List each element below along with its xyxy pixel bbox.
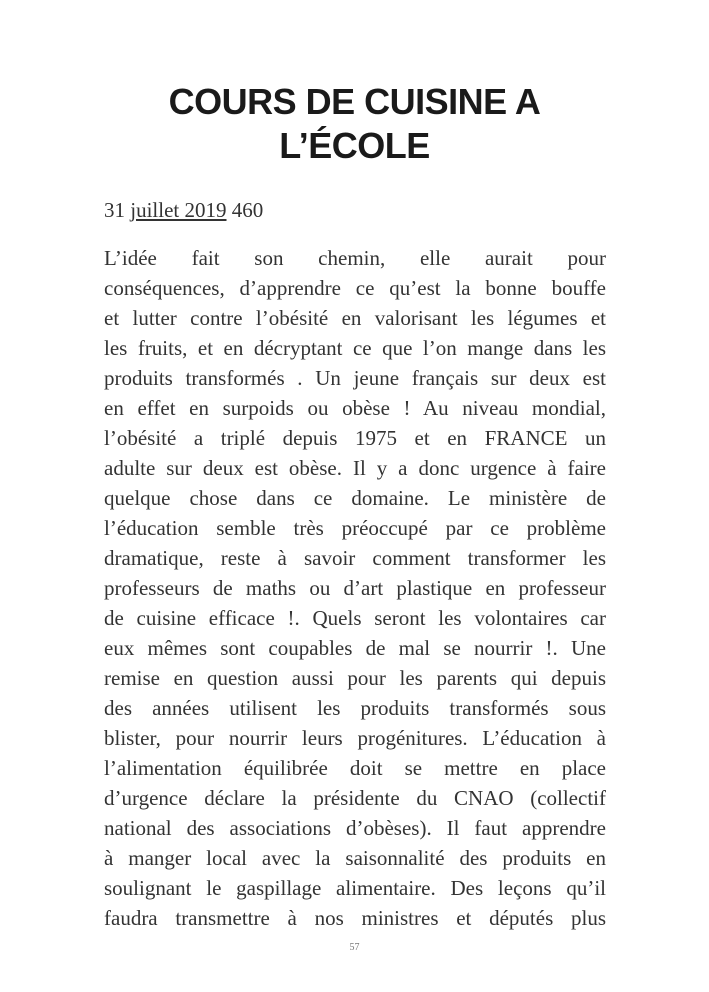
page-number: 57 bbox=[349, 942, 360, 953]
title-line: COURS DE CUISINE A bbox=[168, 81, 541, 122]
body-line: blister, pour nourrir leurs progénitures. L’éducation à bbox=[104, 726, 606, 750]
body-line: les fruits, et en décryptant ce que l’on mange dans les bbox=[104, 336, 606, 360]
date-day: 31 bbox=[104, 198, 125, 222]
title-line: L’ÉCOLE bbox=[279, 125, 430, 166]
page-title bbox=[0, 80, 709, 168]
date-link[interactable]: juillet 2019 bbox=[130, 198, 227, 222]
body-line: des années utilisent les produits transformés sous bbox=[104, 696, 606, 720]
body-line: national des associations d’obèses). Il faut apprendre bbox=[104, 816, 606, 840]
post-meta bbox=[104, 198, 263, 223]
body-line: produits transformés . Un jeune français sur deux est bbox=[104, 366, 606, 390]
body-line: soulignant le gaspillage alimentaire. Des leçons qu’il bbox=[104, 876, 606, 900]
body-line: conséquences, d’apprendre ce qu’est la bonne bouffe bbox=[104, 276, 606, 300]
body-line: L’idée fait son chemin, elle aurait pour bbox=[104, 246, 606, 270]
body-line: l’alimentation équilibrée doit se mettre en place bbox=[104, 756, 606, 780]
body-line: faudra transmettre à nos ministres et députés plus bbox=[104, 906, 606, 930]
body-line: et lutter contre l’obésité en valorisant les légumes et bbox=[104, 306, 606, 330]
body-line: de cuisine efficace !. Quels seront les volontaires car bbox=[104, 606, 606, 630]
body-line: eux mêmes sont coupables de mal se nourrir !. Une bbox=[104, 636, 606, 660]
body-line: d’urgence déclare la présidente du CNAO (collectif bbox=[104, 786, 606, 810]
body-line: adulte sur deux est obèse. Il y a donc urgence à faire bbox=[104, 456, 606, 480]
body-line: quelque chose dans ce domaine. Le ministère de bbox=[104, 486, 606, 510]
body-line: professeurs de maths ou d’art plastique en professeur bbox=[104, 576, 606, 600]
body-line: dramatique, reste à savoir comment transformer les bbox=[104, 546, 606, 570]
view-count: 460 bbox=[231, 198, 264, 222]
body-line: à manger local avec la saisonnalité des produits en bbox=[104, 846, 606, 870]
article-body bbox=[104, 243, 606, 933]
body-line: remise en question aussi pour les parents qui depuis bbox=[104, 666, 606, 690]
body-line: l’éducation semble très préoccupé par ce problème bbox=[104, 516, 606, 540]
body-line: l’obésité a triplé depuis 1975 et en FRANCE un bbox=[104, 426, 606, 450]
body-line: en effet en surpoids ou obèse ! Au niveau mondial, bbox=[104, 396, 606, 420]
